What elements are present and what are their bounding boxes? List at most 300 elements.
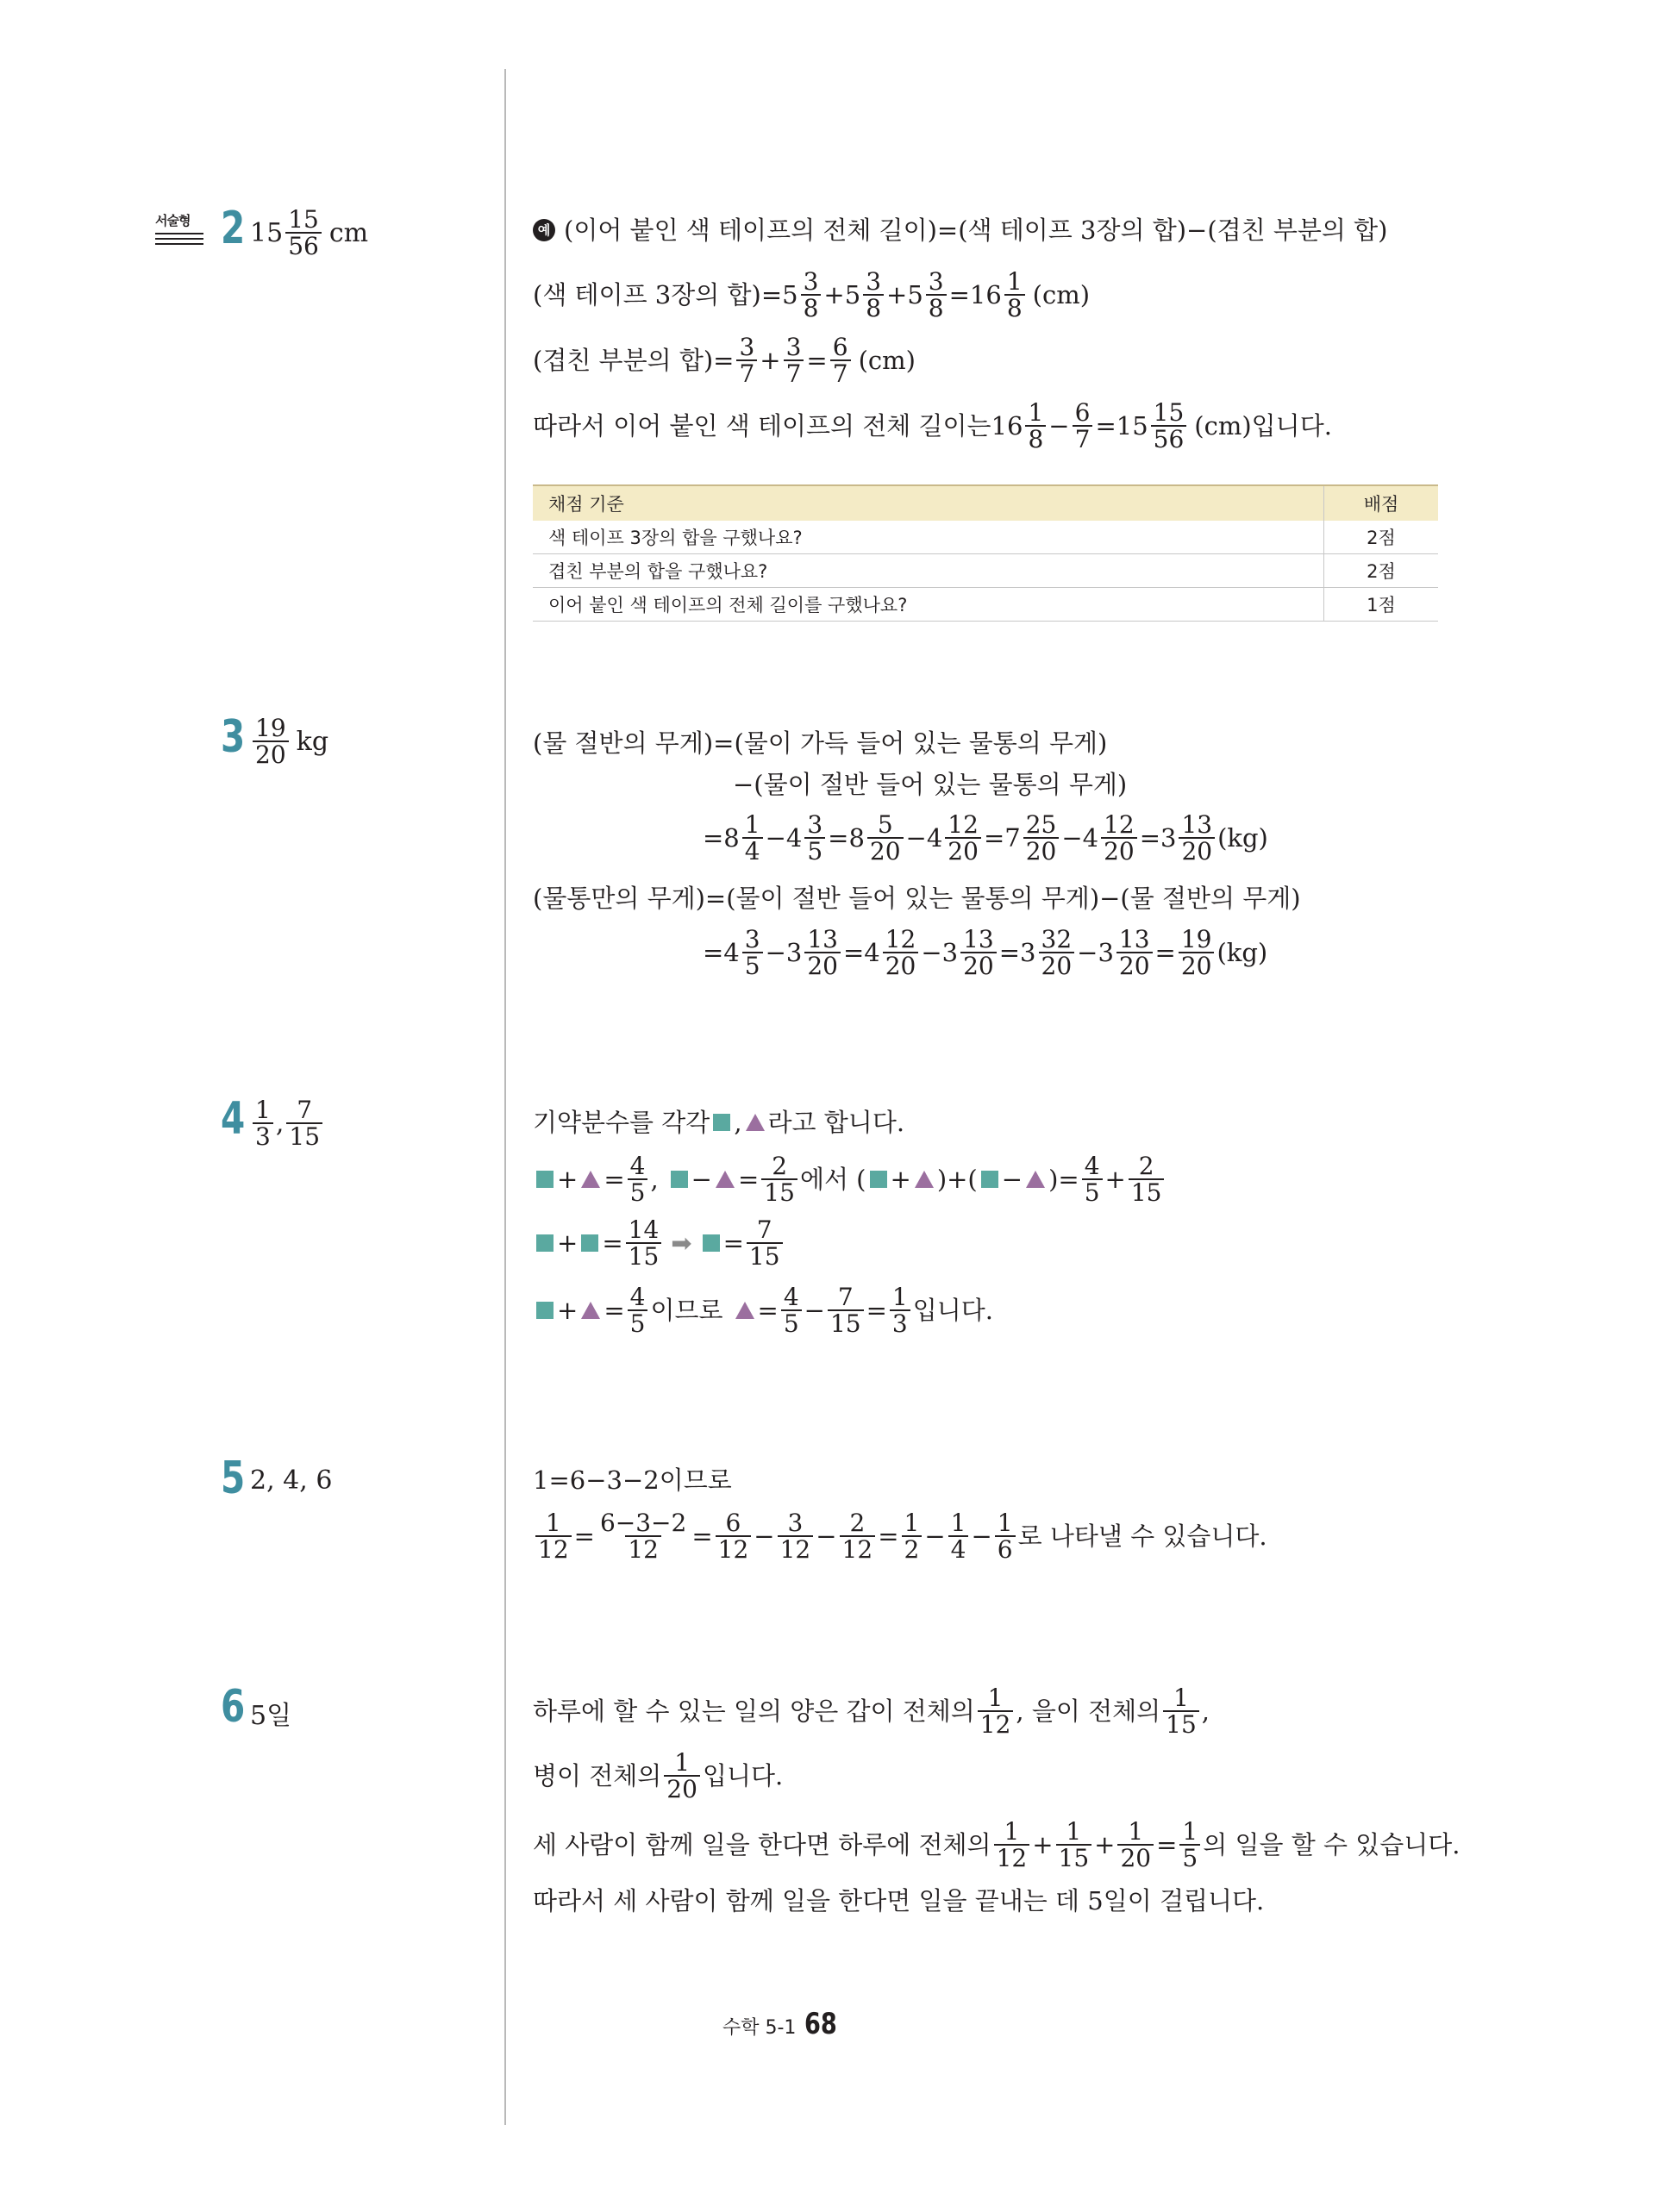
numerator: 13 [1181,810,1213,839]
whole: 5 [844,279,861,309]
term: −3 [1077,937,1114,967]
fraction [1117,1819,1154,1871]
fraction [978,1685,1014,1738]
badge-line [155,243,203,245]
q3-line-3 [703,812,1268,865]
numerator: 3 [739,333,755,361]
numerator: 2 [849,1509,866,1537]
denominator: 20 [883,952,919,978]
fraction [628,1284,648,1337]
whole: 16 [991,410,1023,441]
numerator: 4 [629,1283,646,1311]
term: −3 [921,937,959,967]
text: 세 사람이 함께 일을 한다면 하루에 전체의 [533,1829,991,1859]
text: 에서 ( [799,1164,866,1194]
text: (cm)입니다. [1194,410,1332,441]
operator: − [691,1164,712,1194]
badge-line [155,238,203,240]
q4-line-3 [533,1217,785,1270]
operator: = [757,1295,779,1325]
denominator: 7 [1073,425,1093,452]
q3-line-1: (물 절반의 무게)=(물이 가득 들어 있는 물통의 무게) [533,728,1108,758]
operator: = [878,1521,899,1551]
denominator: 6 [995,1535,1016,1562]
denominator: 20 [1039,952,1075,978]
operator: − [804,1295,825,1325]
q5-line-1: 1=6−3−2이므로 [533,1465,732,1495]
triangle-icon [581,1302,600,1319]
q6-line-1 [533,1685,1210,1738]
term: =8 [703,822,740,853]
square-icon [671,1171,688,1188]
fraction [804,812,825,865]
numerator: 19 [1180,925,1212,953]
fraction [716,1510,752,1563]
q3-line-5 [703,927,1267,979]
fraction [628,1153,648,1206]
example-mark: 예 [533,219,555,241]
denominator: 8 [1025,425,1046,452]
fraction [1004,269,1025,322]
q2-line-3 [533,334,916,387]
numerator: 6 [725,1509,741,1537]
operator: = [737,1164,760,1194]
denominator: 7 [736,359,757,386]
numerator: 1 [891,1283,908,1311]
numerator: 7 [297,1096,313,1124]
denominator: 4 [742,837,763,864]
text: 하루에 할 수 있는 일의 양은 갑이 전체의 [533,1696,975,1726]
denominator: 7 [830,359,851,386]
fraction [1116,927,1153,979]
numerator: 6−3−2 [599,1509,687,1537]
answer-3-unit: kg [296,726,329,757]
denominator: 7 [784,359,804,386]
answer-4-fraction [253,1097,273,1150]
operator: − [1048,410,1070,441]
denominator: 20 [960,952,997,978]
fraction [1025,400,1046,453]
triangle-icon [716,1171,735,1188]
numerator: 3 [807,810,823,839]
numerator: 7 [837,1283,854,1311]
denominator: 5 [742,952,763,978]
numerator: 1 [1128,1817,1144,1846]
denominator: 5 [781,1309,802,1336]
text: 이므로 [650,1295,723,1325]
fraction [535,1510,572,1563]
text: , [1201,1696,1210,1726]
whole: 5 [782,279,798,309]
table-row [533,521,1438,554]
fraction [778,1510,814,1563]
fraction [664,1750,700,1803]
whole: 5 [907,279,923,309]
operator: = [602,1228,623,1258]
scoring-table-header [533,485,1438,521]
denominator: 12 [778,1535,814,1562]
square-icon [536,1234,554,1252]
q4-line-1 [533,1108,904,1138]
numerator: 6 [832,333,848,361]
q3-line-4: (물통만의 무게)=(물이 절반 들어 있는 물통의 무게)−(물 절반의 무게) [533,884,1301,913]
right-arrow-icon: ➡ [671,1228,692,1258]
term: =4 [842,937,880,967]
answer-3-fraction [253,715,289,768]
text: )+( [936,1164,978,1194]
text: 입니다. [912,1295,993,1325]
essay-badge-text: 서술형 [155,213,191,228]
operator: = [1095,410,1116,441]
fraction [863,269,884,322]
numerator: 3 [866,267,882,296]
numerator: 1 [950,1509,966,1537]
triangle-icon [915,1171,934,1188]
operator: + [890,1164,911,1194]
separator: , [275,1108,285,1139]
numerator: 1 [674,1748,691,1777]
numerator: 1 [545,1509,561,1537]
answer-2-fraction [285,207,322,259]
numerator: 1 [1173,1684,1189,1712]
fraction [1129,1153,1165,1206]
numerator: 1 [744,810,760,839]
text: 로 나타낼 수 있습니다. [1017,1521,1267,1551]
triangle-icon [1026,1171,1045,1188]
denominator: 5 [628,1309,648,1336]
denominator: 2 [902,1535,923,1562]
numerator: 7 [756,1215,772,1244]
question-number-6: 6 [221,1681,246,1733]
denominator: 5 [804,837,825,864]
numerator: 12 [1104,810,1135,839]
operator: + [1032,1829,1054,1859]
numerator: 5 [877,810,893,839]
denominator: 20 [1101,837,1137,864]
fraction [1073,400,1093,453]
answer-2-whole: 15 [250,217,284,248]
denominator: 5 [628,1178,648,1205]
denominator: 15 [286,1122,322,1149]
fraction [784,334,804,387]
denominator: 12 [978,1710,1014,1737]
operator: = [948,279,970,309]
table-row [533,588,1438,622]
denominator: 20 [1116,952,1153,978]
numerator: 1 [1028,398,1044,427]
numerator: 19 [255,714,286,742]
text: 병이 전체의 [533,1760,662,1790]
text: 라고 합니다. [767,1108,905,1137]
q2-line-1 [533,216,1387,246]
points-cell: 1점 [1324,588,1439,622]
denominator: 56 [285,232,322,259]
unit: (kg) [1217,937,1268,967]
q4-line-4 [533,1284,993,1337]
fraction [1151,400,1187,453]
square-icon [713,1114,730,1131]
denominator: 3 [890,1309,910,1336]
numerator: 1 [1004,1817,1020,1846]
operator: + [1104,1164,1126,1194]
separator: , [734,1108,742,1137]
denominator: 15 [626,1242,662,1269]
denominator: 8 [863,294,884,321]
fraction [830,334,851,387]
denominator: 15 [1163,1710,1199,1737]
square-icon [703,1234,720,1252]
numerator: 1 [1006,267,1023,296]
fraction [761,1153,797,1206]
denominator: 20 [804,952,841,978]
unit: (cm) [858,345,916,375]
operator: = [573,1521,595,1551]
points-cell: 2점 [1324,521,1439,554]
term: =3 [998,937,1036,967]
operator: + [886,279,908,309]
q2-line-4 [533,400,1332,453]
numerator: 1 [255,1096,271,1124]
whole: 16 [969,279,1002,309]
fraction [902,1510,923,1563]
question-number-2: 2 [221,203,246,254]
fraction [747,1217,783,1270]
operator: + [557,1228,579,1258]
denominator: 20 [1179,952,1215,978]
fraction [994,1819,1030,1871]
whole: 15 [1116,410,1148,441]
question-number-4: 4 [221,1093,246,1145]
numerator: 2 [772,1152,788,1180]
fraction [626,1217,662,1270]
denominator: 8 [1004,294,1025,321]
answer-3 [250,715,328,768]
question-number-5: 5 [221,1453,246,1504]
numerator: 15 [1153,398,1185,427]
operator: − [754,1521,775,1551]
numerator: 14 [628,1215,660,1244]
numerator: 32 [1041,925,1073,953]
term: =3 [1139,822,1177,853]
denominator: 20 [664,1775,700,1802]
denominator: 15 [1056,1844,1092,1871]
unit: (cm) [1032,279,1091,309]
numerator: 1 [997,1509,1013,1537]
numerator: 13 [1118,925,1150,953]
denominator: 15 [747,1242,783,1269]
numerator: 2 [1138,1152,1154,1180]
fraction [781,1284,802,1337]
text: 입니다. [702,1760,784,1790]
criteria-header: 채점 기준 [533,485,1324,521]
operator: − [816,1521,837,1551]
fraction [1056,1819,1092,1871]
fraction [1179,812,1215,865]
text: )= [1048,1164,1079,1194]
text: 따라서 이어 붙인 색 테이프의 전체 길이는 [533,410,991,441]
answer-2 [250,207,368,259]
fraction [1179,927,1215,979]
numerator: 1 [1066,1817,1082,1846]
column-divider [504,69,506,2125]
fraction [1101,812,1137,865]
fraction [1023,812,1060,865]
q2-line-2 [533,269,1090,322]
operator: − [1001,1164,1023,1194]
numerator: 1 [987,1684,1004,1712]
term: =8 [828,822,865,853]
term: −4 [765,822,803,853]
denominator: 20 [945,837,981,864]
denominator: 12 [535,1535,572,1562]
operator: = [1156,1829,1178,1859]
denominator: 20 [1117,1844,1154,1871]
page-footer [722,2007,846,2041]
q6-line-4: 따라서 세 사람이 함께 일을 한다면 일을 끝내는 데 5일이 걸립니다. [533,1886,1265,1915]
denominator: 12 [625,1535,661,1562]
fraction [1082,1153,1103,1206]
fraction [995,1510,1016,1563]
q6-line-2 [533,1750,783,1803]
fraction [960,927,997,979]
operator: = [604,1164,625,1194]
operator: = [866,1295,887,1325]
footer-label: 수학 5-1 [722,2017,797,2039]
q4-line-2 [533,1153,1166,1206]
fraction [948,1510,969,1563]
term: −4 [1061,822,1099,853]
question-number-3: 3 [221,711,246,763]
badge-line [155,233,203,234]
numerator: 4 [629,1152,646,1180]
denominator: 5 [1082,1178,1103,1205]
square-icon [536,1302,554,1319]
text: 의 일을 할 수 있습니다. [1203,1829,1460,1859]
denominator: 4 [948,1535,969,1562]
q5-line-2 [533,1510,1267,1563]
square-icon [981,1171,998,1188]
essay-badge [155,211,203,245]
term: = [1154,937,1176,967]
square-icon [870,1171,887,1188]
scoring-table [533,484,1438,622]
denominator: 5 [1179,1844,1200,1871]
fraction [867,812,904,865]
text: (색 테이프 3장의 합)= [533,279,783,309]
text: (겹친 부분의 합)= [533,345,735,375]
numerator: 3 [928,267,944,296]
square-icon [581,1234,598,1252]
numerator: 1 [1182,1817,1198,1846]
operator: + [1094,1829,1116,1859]
operator: = [604,1295,625,1325]
numerator: 12 [885,925,916,953]
fraction [742,812,763,865]
denominator: 20 [253,740,289,767]
denominator: 12 [994,1844,1030,1871]
page-number: 68 [804,2007,838,2041]
table-row [533,554,1438,588]
denominator: 56 [1151,425,1187,452]
numerator: 13 [807,925,838,953]
answer-4-fraction [286,1097,322,1150]
denominator: 8 [926,294,947,321]
fraction [742,927,763,979]
fraction [1039,927,1075,979]
operator: + [760,345,781,375]
numerator: 13 [963,925,994,953]
operator: + [557,1295,579,1325]
triangle-icon [746,1114,765,1131]
criteria-cell: 이어 붙인 색 테이프의 전체 길이를 구했나요? [533,588,1324,622]
denominator: 8 [801,294,822,321]
fraction [840,1510,876,1563]
fraction [1179,1819,1200,1871]
term: =7 [983,822,1021,853]
denominator: 12 [840,1535,876,1562]
triangle-icon [735,1302,754,1319]
answer-5: 2, 4, 6 [250,1465,333,1496]
answer-4 [250,1097,325,1150]
numerator: 12 [948,810,979,839]
fraction [828,1284,864,1337]
fraction [804,927,841,979]
fraction [1163,1685,1199,1738]
denominator: 20 [1023,837,1060,864]
square-icon [536,1171,554,1188]
fraction [736,334,757,387]
fraction [945,812,981,865]
denominator: 15 [1129,1178,1165,1205]
q3-line-2: −(물이 절반 들어 있는 물통의 무게) [733,770,1128,799]
fraction [883,927,919,979]
criteria-cell: 겹친 부분의 합을 구했나요? [533,554,1324,588]
points-header: 배점 [1324,485,1439,521]
fraction [801,269,822,322]
triangle-icon [581,1171,600,1188]
numerator: 6 [1074,398,1091,427]
operator: + [557,1164,579,1194]
denominator: 15 [828,1309,864,1336]
denominator: 20 [1179,837,1215,864]
text: , 을이 전체의 [1016,1696,1161,1726]
numerator: 4 [783,1283,799,1311]
operator: = [722,1228,744,1258]
numerator: 3 [803,267,819,296]
numerator: 3 [787,1509,804,1537]
denominator: 12 [716,1535,752,1562]
operator: = [691,1521,713,1551]
denominator: 20 [867,837,904,864]
points-cell: 2점 [1324,554,1439,588]
operator: − [971,1521,992,1551]
unit: (kg) [1217,822,1268,853]
fraction [597,1510,689,1563]
q2-line-1-text: (이어 붙인 색 테이프의 전체 길이)=(색 테이프 3장의 합)−(겹친 부분의 합) [564,216,1388,245]
answer-6: 5일 [250,1701,292,1731]
numerator: 1 [904,1509,920,1537]
term: −4 [905,822,943,853]
numerator: 4 [1084,1152,1100,1180]
answer-2-unit: cm [328,217,369,248]
fraction [926,269,947,322]
text: 기약분수를 각각 [533,1108,710,1137]
term: =4 [703,937,740,967]
criteria-cell: 색 테이프 3장의 합을 구했나요? [533,521,1324,554]
numerator: 15 [288,205,319,234]
operator: = [806,345,828,375]
fraction [890,1284,910,1337]
